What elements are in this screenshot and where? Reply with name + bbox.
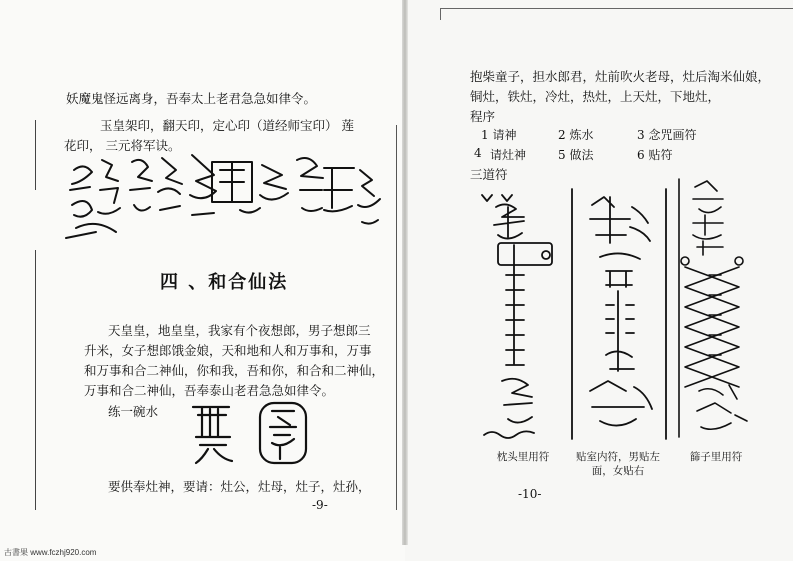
talisman-text xyxy=(500,263,501,264)
talisman-caption: 枕头里用符 xyxy=(496,451,550,463)
site-watermark: 古書果 www.fczhj920.com xyxy=(4,548,97,557)
incantation-line: 万事和合二神仙，吾奉泰山老君急急如律令。 xyxy=(84,383,335,398)
sieve-talisman xyxy=(675,175,755,443)
section-heading: 四 、和合仙法 xyxy=(160,272,289,293)
scan-edge-tick xyxy=(440,8,441,20)
right-text-line: 铜灶，铁灶，冷灶，热灶，上天灶，下地灶， xyxy=(470,89,721,104)
program-step: 5 做法 xyxy=(558,148,594,162)
program-step: 1 请神 xyxy=(481,128,517,142)
page-number: -10- xyxy=(518,487,542,501)
book-fold xyxy=(402,0,408,545)
hehe-talisman-row xyxy=(62,150,387,245)
water-talisman xyxy=(188,397,318,469)
program-step-number: 4 xyxy=(474,146,482,160)
pillow-talisman xyxy=(478,185,558,445)
program-step: 2 炼水 xyxy=(558,128,594,142)
incantation-line: 和万事和合二神仙，你和我，吾和你，和合和二神仙， xyxy=(84,363,385,378)
program-step: 请灶神 xyxy=(490,148,527,162)
page-number: -9- xyxy=(312,498,328,512)
margin-line xyxy=(35,250,36,510)
incantation-line: 升米，女子想郎饿金娘，天和地和人和万事和，万事 xyxy=(84,343,372,358)
left-text-line: 玉皇架印，翻天印，定心印（道经师宝印） 莲 xyxy=(100,118,354,133)
right-text-line: 抱柴童子，担水郎君，灶前吹火老母，灶后淘米仙娘， xyxy=(470,69,771,84)
program-step: 3 念咒画符 xyxy=(637,128,697,142)
program-step: 6 贴符 xyxy=(637,148,673,162)
left-text-line: 妖魔鬼怪远离身，吾奉太上老君急急如律令。 xyxy=(66,91,317,106)
incantation-line: 天皇皇，地皇皇，我家有个夜想郎，男子想郎三 xyxy=(108,323,371,338)
three-talismans-label: 三道符 xyxy=(470,167,508,182)
margin-line xyxy=(35,120,36,190)
margin-line xyxy=(396,125,397,510)
scan-edge-line xyxy=(440,8,793,9)
talisman-caption: 篩子里用符 xyxy=(689,451,743,463)
left-text-line: 要供奉灶神，要请：灶公，灶母，灶子，灶孙， xyxy=(108,479,371,494)
left-text-line: 花印， 三元将军诀。 xyxy=(64,138,181,153)
room-talisman xyxy=(570,185,668,447)
talisman-caption: 贴室内符，男贴左面，女贴右 xyxy=(576,451,660,477)
program-title: 程序 xyxy=(470,109,496,124)
water-label: 练一碗水 xyxy=(108,404,159,419)
